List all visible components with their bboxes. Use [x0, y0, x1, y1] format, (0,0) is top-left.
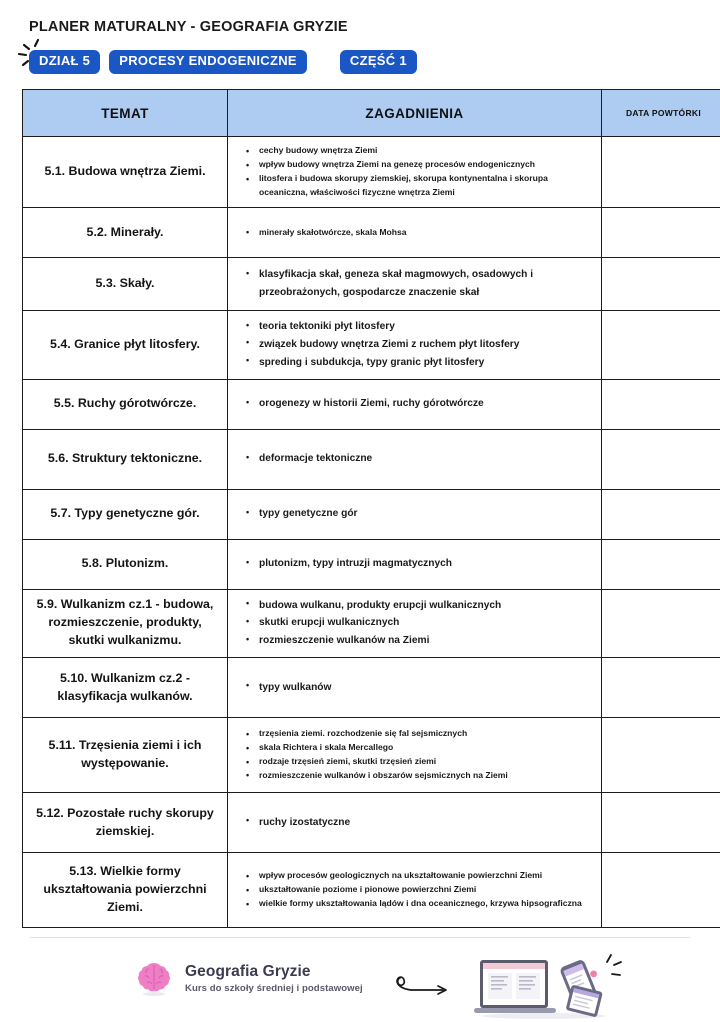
brand-lockup	[134, 958, 363, 998]
issue-item: • ukształtowanie poziome i pionowe powierzchni Ziemi	[257, 883, 593, 897]
issues-cell	[228, 489, 602, 539]
curved-arrow-icon	[396, 964, 456, 1004]
column-header-zagadnienia: ZAGADNIENIA	[228, 90, 602, 137]
footer-divider	[30, 937, 690, 938]
table-header-row	[23, 90, 720, 137]
issue-list	[240, 505, 593, 523]
date-cell[interactable]	[602, 718, 720, 793]
brain-icon	[134, 958, 174, 998]
date-cell[interactable]	[602, 258, 720, 311]
page-title: PLANER MATURALNY - GEOGRAFIA GRYZIE	[29, 19, 348, 35]
column-header-temat: TEMAT	[23, 90, 228, 137]
issue-list	[240, 727, 593, 783]
issue-item: • deformacje tektoniczne	[257, 450, 593, 468]
issues-cell	[228, 311, 602, 380]
topic-cell: 5.12. Pozostałe ruchy skorupy ziemskiej.	[23, 793, 228, 853]
issue-item: • typy genetyczne gór	[257, 505, 593, 523]
issues-cell	[228, 379, 602, 429]
table-row	[23, 137, 720, 208]
badge-row	[29, 50, 417, 74]
date-cell[interactable]	[602, 589, 720, 658]
table-row	[23, 658, 720, 718]
issues-cell	[228, 793, 602, 853]
badge-czesc[interactable]: CZĘŚĆ 1	[340, 50, 417, 74]
issue-item: • skutki erupcji wulkanicznych	[257, 614, 593, 632]
issue-list	[240, 597, 593, 651]
table-row	[23, 311, 720, 380]
topic-cell: 5.11. Trzęsienia ziemi i ich występowanie.	[23, 718, 228, 793]
footer	[0, 950, 720, 1022]
brand-name: Geografia Gryzie	[185, 962, 311, 980]
laptop-phone-tablet-icon	[466, 950, 626, 1022]
issues-cell	[228, 539, 602, 589]
issue-item: • związek budowy wnętrza Ziemi z ruchem płyt litosfery	[257, 336, 593, 354]
issues-cell	[228, 208, 602, 258]
issue-item: • litosfera i budowa skorupy ziemskiej, skorupa kontynentalna i skorupa oceaniczna, właściwości fizyczne wnętrza Ziemi	[257, 172, 593, 200]
issue-list	[240, 318, 593, 372]
table-row	[23, 429, 720, 489]
table-row	[23, 793, 720, 853]
table-row	[23, 589, 720, 658]
date-cell[interactable]	[602, 137, 720, 208]
issue-list	[240, 450, 593, 468]
issue-item: • rozmieszczenie wulkanów na Ziemi	[257, 632, 593, 650]
planner-table	[22, 89, 720, 928]
date-cell[interactable]	[602, 311, 720, 380]
issue-item: • rodzaje trzęsień ziemi, skutki trzęsień ziemi	[257, 755, 593, 769]
date-cell[interactable]	[602, 793, 720, 853]
date-cell[interactable]	[602, 429, 720, 489]
date-cell[interactable]	[602, 853, 720, 928]
issue-item: • wielkie formy ukształtowania lądów i dna oceanicznego, krzywa hipsograficzna	[257, 897, 593, 911]
topic-cell: 5.4. Granice płyt litosfery.	[23, 311, 228, 380]
issue-list	[240, 144, 593, 200]
table-row	[23, 379, 720, 429]
date-cell[interactable]	[602, 658, 720, 718]
issue-item: • ruchy izostatyczne	[257, 814, 593, 832]
issue-item: • orogenezy w historii Ziemi, ruchy górotwórcze	[257, 395, 593, 413]
issue-list	[240, 226, 593, 240]
topic-cell: 5.3. Skały.	[23, 258, 228, 311]
topic-cell: 5.6. Struktury tektoniczne.	[23, 429, 228, 489]
issue-item: • plutonizm, typy intruzji magmatycznych	[257, 555, 593, 573]
table-row	[23, 539, 720, 589]
issues-cell	[228, 718, 602, 793]
date-cell[interactable]	[602, 379, 720, 429]
issue-list	[240, 679, 593, 697]
issue-item: • wpływ procesów geologicznych na ukształtowanie powierzchni Ziemi	[257, 869, 593, 883]
table-row	[23, 208, 720, 258]
table-body	[23, 137, 720, 928]
issue-list	[240, 395, 593, 413]
topic-cell: 5.1. Budowa wnętrza Ziemi.	[23, 137, 228, 208]
topic-cell: 5.10. Wulkanizm cz.2 - klasyfikacja wulkanów.	[23, 658, 228, 718]
issue-item: • spreding i subdukcja, typy granic płyt litosfery	[257, 354, 593, 372]
issue-list	[240, 814, 593, 832]
issue-item: • wpływ budowy wnętrza Ziemi na genezę procesów endogenicznych	[257, 158, 593, 172]
badge-temat-dzialu[interactable]: PROCESY ENDOGENICZNE	[109, 50, 307, 74]
table-row	[23, 258, 720, 311]
topic-cell: 5.9. Wulkanizm cz.1 - budowa, rozmieszczenie, produkty, skutki wulkanizmu.	[23, 589, 228, 658]
issues-cell	[228, 137, 602, 208]
topic-cell: 5.7. Typy genetyczne gór.	[23, 489, 228, 539]
table-row	[23, 489, 720, 539]
issue-list	[240, 266, 593, 302]
brand-text	[185, 963, 363, 994]
issue-item: • teoria tektoniki płyt litosfery	[257, 318, 593, 336]
issues-cell	[228, 589, 602, 658]
date-cell[interactable]	[602, 539, 720, 589]
issue-item: • budowa wulkanu, produkty erupcji wulkanicznych	[257, 597, 593, 615]
issue-list	[240, 555, 593, 573]
badge-dzial[interactable]: DZIAŁ 5	[29, 50, 100, 74]
topic-cell: 5.5. Ruchy górotwórcze.	[23, 379, 228, 429]
issue-item: • minerały skałotwórcze, skala Mohsa	[257, 226, 593, 240]
topic-cell: 5.13. Wielkie formy ukształtowania powierzchni Ziemi.	[23, 853, 228, 928]
issue-item: • typy wulkanów	[257, 679, 593, 697]
issues-cell	[228, 429, 602, 489]
issue-item: • trzęsienia ziemi. rozchodzenie się fal sejsmicznych	[257, 727, 593, 741]
topic-cell: 5.8. Plutonizm.	[23, 539, 228, 589]
table-row	[23, 718, 720, 793]
issue-item: • klasyfikacja skał, geneza skał magmowych, osadowych i przeobrażonych, gospodarcze znaczenie skał	[257, 266, 593, 302]
issue-item: • skala Richtera i skala Mercallego	[257, 741, 593, 755]
date-cell[interactable]	[602, 489, 720, 539]
table-row	[23, 853, 720, 928]
table-head	[23, 90, 720, 137]
issue-list	[240, 869, 593, 911]
column-header-data-powtorki: DATA POWTÓRKI	[602, 90, 720, 137]
issue-item: • rozmieszczenie wulkanów i obszarów sejsmicznych na Ziemi	[257, 769, 593, 783]
issues-cell	[228, 258, 602, 311]
issue-item: • cechy budowy wnętrza Ziemi	[257, 144, 593, 158]
brand-tagline: Kurs do szkoły średniej i podstawowej	[185, 982, 363, 994]
topic-cell: 5.2. Minerały.	[23, 208, 228, 258]
issues-cell	[228, 853, 602, 928]
date-cell[interactable]	[602, 208, 720, 258]
issues-cell	[228, 658, 602, 718]
